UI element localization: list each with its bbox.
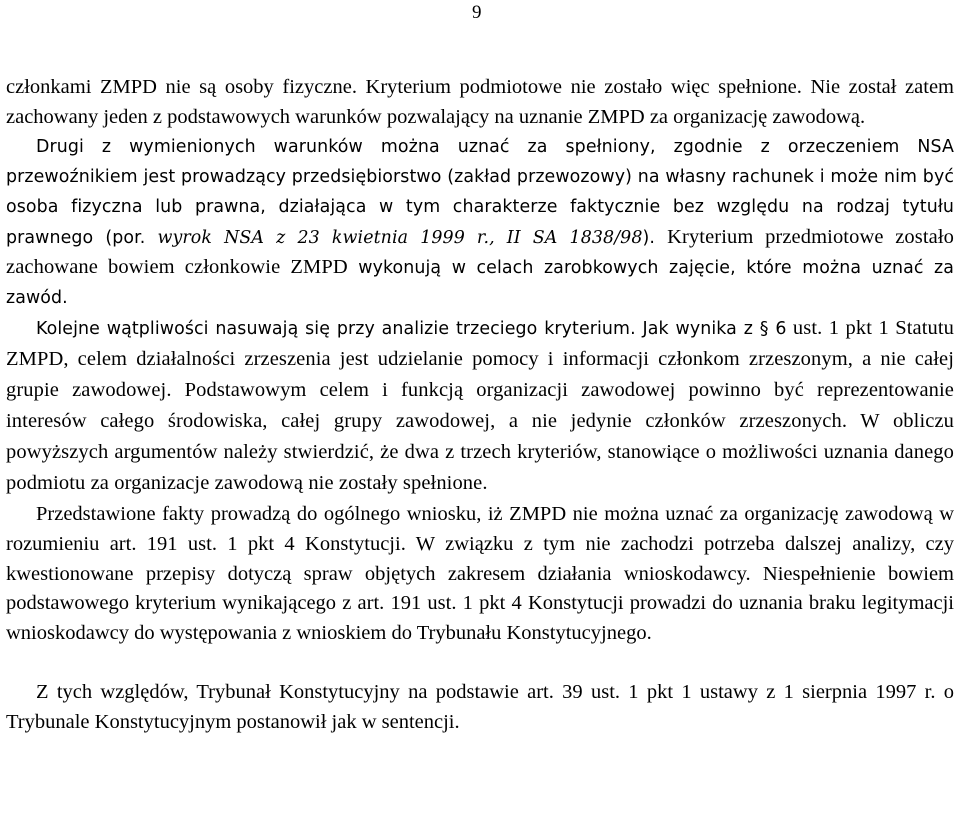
- paragraph-3-serif-text: ust. 1 pkt 1 Statutu ZMPD, celem działalności zrzeszenia jest udzielanie pomocy i informacji członkom zrzeszonym, a nie całej grupie zawodowej. Podstawowym celem i funkcją organizacji zawodowej powinno być reprezentowanie interesów całego środowiska, całej grupy zawodowej, a nie jedynie członków zrzeszonych. W obliczu powyższych argumentów należy stwierdzić, że dwa z trzech kryteriów, stanowiące o możliwości uznania danego podmiotu za organizacje zawodową nie zostały spełnione.: [6, 317, 954, 494]
- page-number: 9: [472, 2, 482, 23]
- paragraph-2: [6, 133, 954, 314]
- document-body: [6, 73, 954, 738]
- paragraph-3: [6, 314, 954, 499]
- paragraph-4: Przedstawione fakty prowadzą do ogólnego wniosku, iż ZMPD nie można uznać za organizację zawodową w rozumieniu art. 191 ust. 1 pkt 4 Konstytucji. W związku z tym nie zachodzi potrzeba dalszej analizy, czy kwestionowane przepisy dotyczą spraw objętych zakresem działania wnioskodawcy. Niespełnienie bowiem podstawowego kryterium wynikającego z art. 191 ust. 1 pkt 4 Konstytucji prowadzi do uznania braku legitymacji wnioskodawcy do występowania z wnioskiem do Trybunału Konstytucyjnego.: [6, 502, 954, 645]
- paragraph-3-text: Kolejne wątpliwości nasuwają się przy analizie trzeciego kryterium. Jak wynika z § 6: [36, 319, 787, 340]
- paragraph-1: członkami ZMPD nie są osoby fizyczne. Kryterium podmiotowe nie zostało więc spełnione. Nie został zatem zachowany jeden z podstawowych warunków pozwalający na uznanie ZMPD za organizację zawodową.: [6, 76, 954, 128]
- paragraph-2-text: Drugi z wymienionych warunków można uznać za spełniony, zgodnie z orzeczeniem NSA przewoźnikiem jest prowadzący przedsiębiorstwo (zakład przewozowy) na własny rachunek i może nim być osoba fizyczna lub prawna, działająca w tym charakterze faktycznie bez względu na rodzaj tytułu prawnego (por.: [6, 136, 954, 248]
- court-citation: wyrok NSA z 23 kwietnia 1999 r., II SA 1838/98: [157, 227, 643, 248]
- paragraph-2-close: ).: [642, 227, 668, 248]
- paragraph-5: Z tych względów, Trybunał Konstytucyjny na podstawie art. 39 ust. 1 pkt 1 ustawy z 1 sierpnia 1997 r. o Trybunale Konstytucyjnym postanowił jak w sentencji.: [6, 681, 954, 734]
- paragraph-2-end: wykonują w celach zarobkowych zajęcie, które można uznać za zawód.: [6, 258, 954, 309]
- paragraph-2-serif-text: Kryterium przedmiotowe zostało zachowane bowiem członkowie ZMPD: [6, 225, 954, 279]
